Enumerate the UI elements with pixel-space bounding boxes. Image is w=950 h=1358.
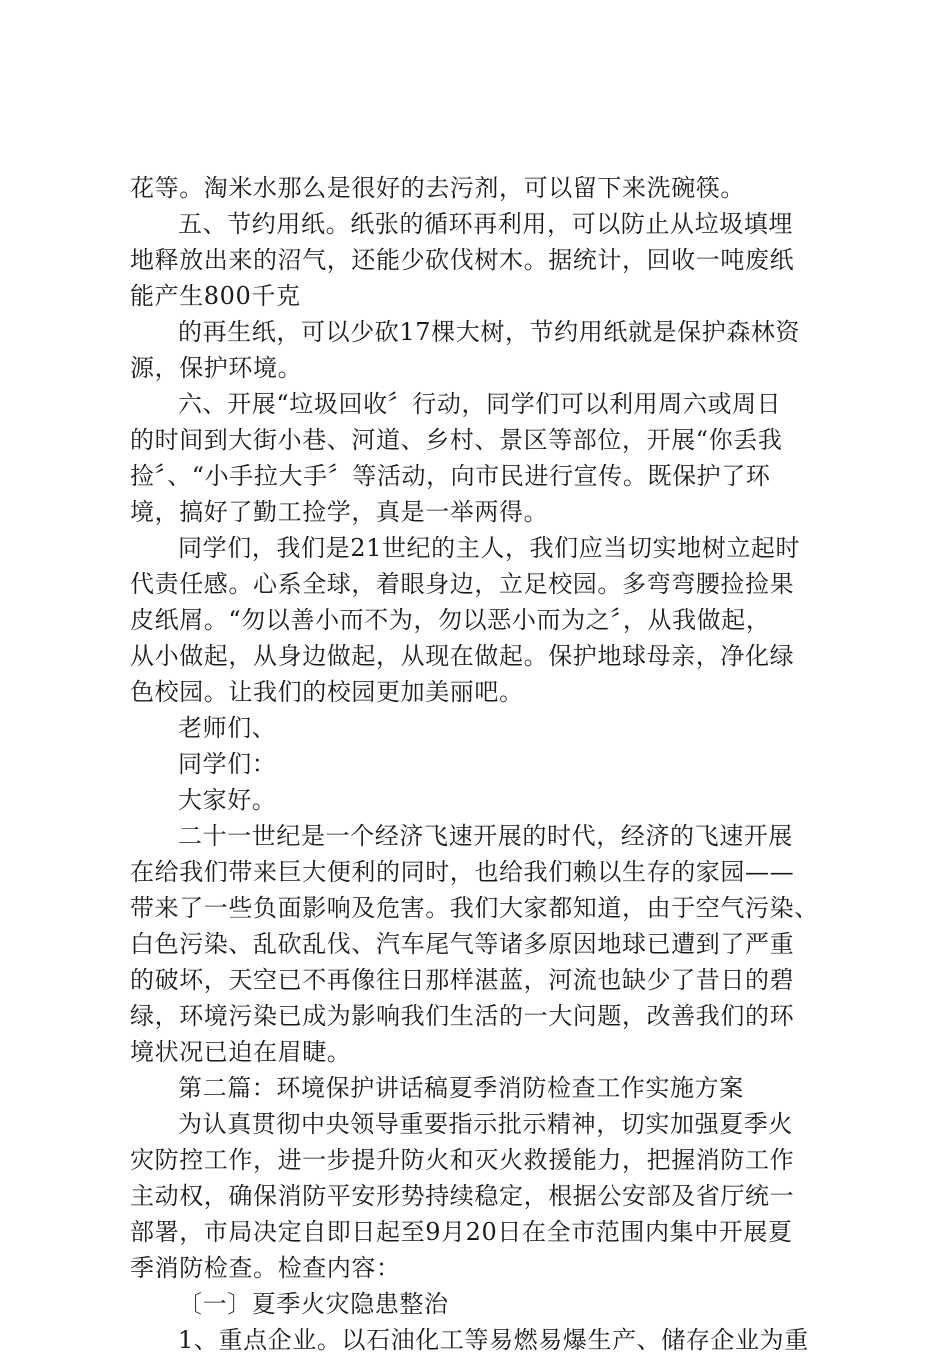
text-line: 皮纸屑。“勿以善小而不为，勿以恶小而为之〞，从我做起， [130,606,771,634]
text-line: 在给我们带来巨大便利的同时，也给我们赖以生存的家园—— [130,858,795,886]
text-line: 绿，环境污染已成为影响我们生活的一大问题，改善我们的环 [130,1002,795,1030]
text-line: 境状况已迫在眉睫。 [130,1038,352,1066]
text-line: 〔一〕夏季火灾隐患整治 [178,1290,449,1318]
text-line: 花等。淘米水那么是很好的去污剂，可以留下来洗碗筷。 [130,174,745,202]
text-line: 从小做起，从身边做起，从现在做起。保护地球母亲，净化绿 [130,642,795,670]
text-line: 部署，市局决定自即日起至9月20日在全市范围内集中开展夏 [130,1218,793,1246]
text-line: 带来了一些负面影响及危害。我们大家都知道，由于空气污染、 [130,894,819,922]
text-line: 主动权，确保消防平安形势持续稳定，根据公安部及省厅统一 [130,1182,795,1210]
text-line: 季消防检查。检查内容： [130,1254,401,1282]
text-line: 第二篇：环境保护讲话稿夏季消防检查工作实施方案 [178,1074,744,1102]
text-line: 为认真贯彻中央领导重要指示批示精神，切实加强夏季火 [178,1110,793,1138]
text-line: 白色污染、乱砍乱伐、汽车尾气等诸多原因地球已遭到了严重 [130,930,795,958]
text-line: 同学们： [178,750,277,778]
text-line: 色校园。让我们的校园更加美丽吧。 [130,678,524,706]
document-body [130,170,830,1358]
text-line: 六、开展“垃圾回收〞行动，同学们可以利用周六或周日 [178,390,782,418]
text-line: 能产生800千克 [130,282,301,310]
text-line: 灾防控工作，进一步提升防火和灭火救援能力，把握消防工作 [130,1146,795,1174]
text-line: 老师们、 [178,714,277,742]
text-line: 源，保护环境。 [130,354,303,382]
text-line: 代责任感。心系全球，着眼身边，立足校园。多弯弯腰捡捡果 [130,570,795,598]
text-line: 同学们，我们是21世纪的主人，我们应当切实地树立起时 [178,534,801,562]
text-line: 二十一世纪是一个经济飞速开展的时代，经济的飞速开展 [178,822,793,850]
text-line: 地释放出来的沼气，还能少砍伐树木。据统计，回收一吨废纸 [130,246,795,274]
text-line: 大家好。 [178,786,277,814]
text-line: 境，搞好了勤工捡学，真是一举两得。 [130,498,549,526]
text-line: 的时间到大街小巷、河道、乡村、景区等部位，开展“你丢我 [130,426,783,454]
text-line: 捡〞、“小手拉大手〞等活动，向市民进行宣传。既保护了环 [130,462,771,490]
text-line: 1、重点企业。以石油化工等易燃易爆生产、储存企业为重 [178,1326,809,1354]
text-line: 五、节约用纸。纸张的循环再利用，可以防止从垃圾填埋 [178,210,793,238]
text-line: 的再生纸，可以少砍17棵大树，节约用纸就是保护森林资 [178,318,801,346]
text-line: 的破坏，天空已不再像往日那样湛蓝，河流也缺少了昔日的碧 [130,966,795,994]
